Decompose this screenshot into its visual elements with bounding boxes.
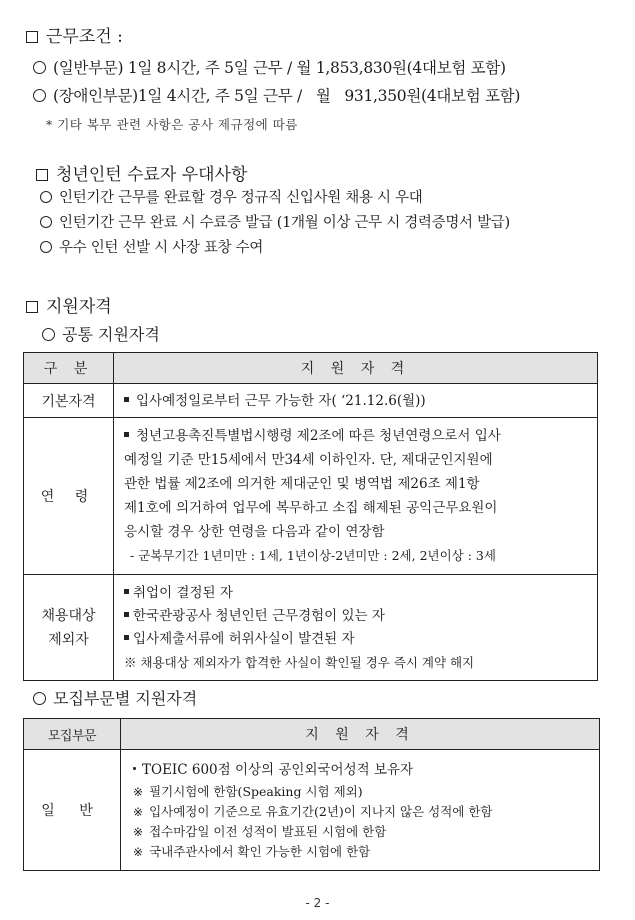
row-content: [114, 384, 598, 418]
circle-bullet-icon: [40, 216, 52, 228]
square-bullet-icon: [124, 432, 129, 437]
row-label: 기본자격: [24, 384, 114, 418]
content-note: ※ 채용대상 제외자가 합격한 사실이 확인될 경우 즉시 계약 해지: [124, 654, 475, 670]
content-line: 한국관광공사 청년인턴 근무경험이 있는 자: [124, 605, 589, 628]
square-bullet-icon: [36, 169, 48, 181]
content-line: 입사제출서류에 허위사실이 발견된 자: [124, 628, 589, 651]
square-bullet-icon: [26, 301, 38, 313]
table-row-excluded: [24, 575, 598, 681]
division-qualifications-subtitle: 모집부문별 지원자격: [53, 689, 198, 708]
reference-mark-icon: ※: [133, 805, 144, 819]
content-note: ※ 국내주관사에서 확인 가능한 시험에 한함: [133, 844, 371, 859]
work-conditions-note: * 기타 복무 관련 사항은 공사 제규정에 따름: [46, 117, 298, 132]
work-conditions-heading: [26, 22, 123, 47]
row-content: [121, 750, 600, 871]
header-qualification: 지 원 자 격: [114, 353, 598, 384]
square-bullet-icon: [124, 397, 129, 402]
row-label: 일 반: [24, 750, 121, 871]
table-row-age: [24, 418, 598, 575]
content-line: 응시할 경우 상한 연령을 다음과 같이 연장함: [124, 524, 385, 540]
header-qualification: 지 원 자 격: [121, 719, 600, 750]
intern-benefits-title: 청년인턴 수료자 우대사항: [56, 165, 248, 185]
work-conditions-title: 근무조건 :: [46, 27, 123, 47]
page-number: - 2 -: [305, 896, 330, 910]
work-condition-text: (일반부문) 1일 8시간, 주 5일 근무 / 월 1,853,830원(4대보험 포함): [53, 59, 506, 77]
reference-mark-icon: ※: [133, 845, 144, 859]
row-content: [114, 575, 598, 681]
reference-mark-icon: ※: [133, 785, 144, 799]
qualifications-heading: [26, 292, 112, 317]
qualifications-title: 지원자격: [46, 297, 112, 317]
content-line: 제1호에 의거하여 업무에 복무하고 소집 해제된 공익근무요원이: [124, 500, 498, 516]
content-line: TOEIC 600점 이상의 공인외국어성적 보유자: [133, 758, 591, 782]
content-line: 예정일 기준 만15세에서 만34세 이하인자. 단, 제대군인지원에: [124, 452, 493, 468]
table-header-row: [24, 353, 598, 384]
work-condition-general: [33, 56, 506, 78]
circle-bullet-icon: [40, 191, 52, 203]
intern-benefit-item: [40, 236, 263, 257]
benefit-text: 인턴기간 근무 완료 시 수료증 발급 (1개월 이상 근무 시 경력증명서 발급): [59, 215, 510, 231]
intern-benefit-item: [40, 186, 422, 207]
content-subline: - 군복무기간 1년미만 : 1세, 1년이상-2년미만 : 2세, 2년이상 : 3세: [130, 548, 496, 563]
division-qualifications-table: [23, 718, 600, 871]
intern-benefits-heading: [36, 160, 247, 185]
content-line: 관한 법률 제2조에 의거한 제대군인 및 병역법 제26조 제1항: [124, 476, 480, 492]
row-label: 연 령: [24, 418, 114, 575]
header-category: 구 분: [24, 353, 114, 384]
reference-mark-icon: ※: [133, 825, 144, 839]
square-bullet-icon: [124, 589, 129, 594]
common-qualifications-table: [23, 352, 598, 681]
benefit-text: 우수 인턴 선발 시 사장 표창 수여: [59, 240, 264, 256]
content-line: 입사예정일로부터 근무 가능한 자( ‘21.12.6(월)): [136, 392, 426, 409]
common-qualifications-heading: [42, 322, 160, 345]
circle-bullet-icon: [33, 61, 46, 74]
row-content: [114, 418, 598, 575]
content-note: ※ 필기시험에 한함(Speaking 시험 제외): [133, 784, 363, 799]
table-header-row: [24, 719, 600, 750]
header-division: 모집부문: [24, 719, 121, 750]
square-bullet-icon: [26, 31, 38, 43]
work-condition-text: (장애인부문)1일 4시간, 주 5일 근무 / 월 931,350원(4대보험 포함): [53, 87, 521, 105]
work-condition-disabled: [33, 84, 520, 106]
content-line: 청년고용촉진특별법시행령 제2조에 따른 청년연령으로서 입사: [124, 424, 589, 448]
square-bullet-icon: [124, 612, 129, 617]
row-label: [24, 575, 114, 681]
table-row-general: [24, 750, 600, 871]
benefit-text: 인턴기간 근무를 완료할 경우 정규직 신입사원 채용 시 우대: [59, 190, 423, 206]
content-line: 취업이 결정된 자: [124, 582, 589, 605]
content-note: ※ 접수마감일 이전 성적이 발표된 시험에 한함: [133, 824, 387, 839]
circle-bullet-icon: [40, 241, 52, 253]
label-line: 채용대상: [41, 607, 96, 624]
square-bullet-icon: [124, 635, 129, 640]
common-qualifications-subtitle: 공통 지원자격: [62, 325, 160, 344]
dot-bullet-icon: [133, 767, 136, 770]
circle-bullet-icon: [33, 89, 46, 102]
circle-bullet-icon: [33, 692, 46, 705]
intern-benefit-item: [40, 211, 510, 232]
table-row-basic: [24, 384, 598, 418]
circle-bullet-icon: [42, 328, 55, 341]
label-line: 제외자: [48, 631, 89, 648]
content-note: ※ 입사예정이 기준으로 유효기간(2년)이 지나지 않은 성적에 한함: [133, 804, 493, 819]
division-qualifications-heading: [33, 686, 197, 709]
